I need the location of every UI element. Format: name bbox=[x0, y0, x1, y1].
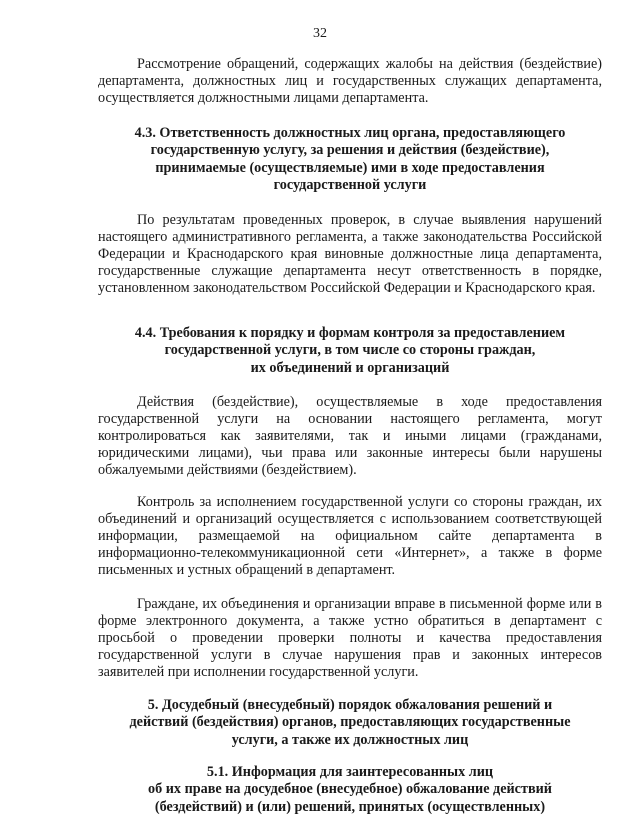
paragraph-control-actions: Действия (бездействие), осуществляемые в ходе предоставления государственной услуги на основании настоящего регламента, могут контролироваться как заявителями, так и иными лицами (гражданами, юридическими лицами), чьи права или законные интересы были нарушены обжалуемыми действиями (бездействием). bbox=[98, 394, 602, 478]
heading-line: принимаемые (осуществляемые) ими в ходе предоставления bbox=[155, 159, 545, 176]
heading-4-4 bbox=[98, 325, 602, 377]
paragraph-complaints-review: Рассмотрение обращений, содержащих жалобы на действия (бездействие) департамента, должностных лиц и государственных служащих департамента, осуществляется должностными лицами департамента. bbox=[98, 56, 602, 106]
heading-4-3 bbox=[98, 125, 602, 195]
heading-line: (бездействий) и (или) решений, принятых (осуществленных) bbox=[154, 798, 546, 815]
heading-line: об их праве на досудебное (внесудебное) обжалование действий bbox=[148, 781, 552, 798]
heading-line: действий (бездействия) органов, предоставляющих государственные bbox=[129, 714, 571, 731]
heading-line: государственной услуги bbox=[273, 177, 427, 194]
heading-line: 4.4. Требования к порядку и формам контроля за предоставлением bbox=[134, 325, 566, 341]
heading-5-1 bbox=[98, 764, 602, 816]
heading-line: их объединений и организаций bbox=[250, 359, 450, 376]
heading-line: 4.3. Ответственность должностных лиц органа, предоставляющего bbox=[134, 125, 566, 141]
heading-line: 5.1. Информация для заинтересованных лиц bbox=[206, 764, 494, 780]
heading-line: 5. Досудебный (внесудебный) порядок обжалования решений и bbox=[147, 697, 553, 713]
heading-line: услуги, а также их должностных лиц bbox=[231, 731, 469, 748]
paragraph-responsibility: По результатам проведенных проверок, в случае выявления нарушений настоящего административного регламента, а также законодательства Российской Федерации и Краснодарского края виновные должностные лица департамента, государственные служащие департамента несут ответственность в порядке, установленном законодательством Российской Федерации и Краснодарского края. bbox=[98, 212, 602, 296]
heading-line: государственной услуги, в том числе со стороны граждан, bbox=[164, 342, 536, 359]
heading-5 bbox=[98, 697, 602, 749]
paragraph-control-citizens: Контроль за исполнением государственной услуги со стороны граждан, их объединений и организаций осуществляется с использованием соответствующей информации, размещаемой на официальном сайте департамента в информационно-телекоммуникационной сети «Интернет», а также в форме письменных и устных обращений в департамент. bbox=[98, 494, 602, 578]
paragraph-citizens-rights: Граждане, их объединения и организации вправе в письменной форме или в форме электронного документа, а также устно обратиться в департамент с просьбой о проведении проверки полноты и качества предоставления государственной услуги в случае нарушения прав и законных интересов заявителей при исполнении государственной услуги. bbox=[98, 596, 602, 680]
page-number: 32 bbox=[313, 26, 327, 41]
heading-line: государственную услугу, за решения и действия (бездействие), bbox=[150, 142, 550, 159]
